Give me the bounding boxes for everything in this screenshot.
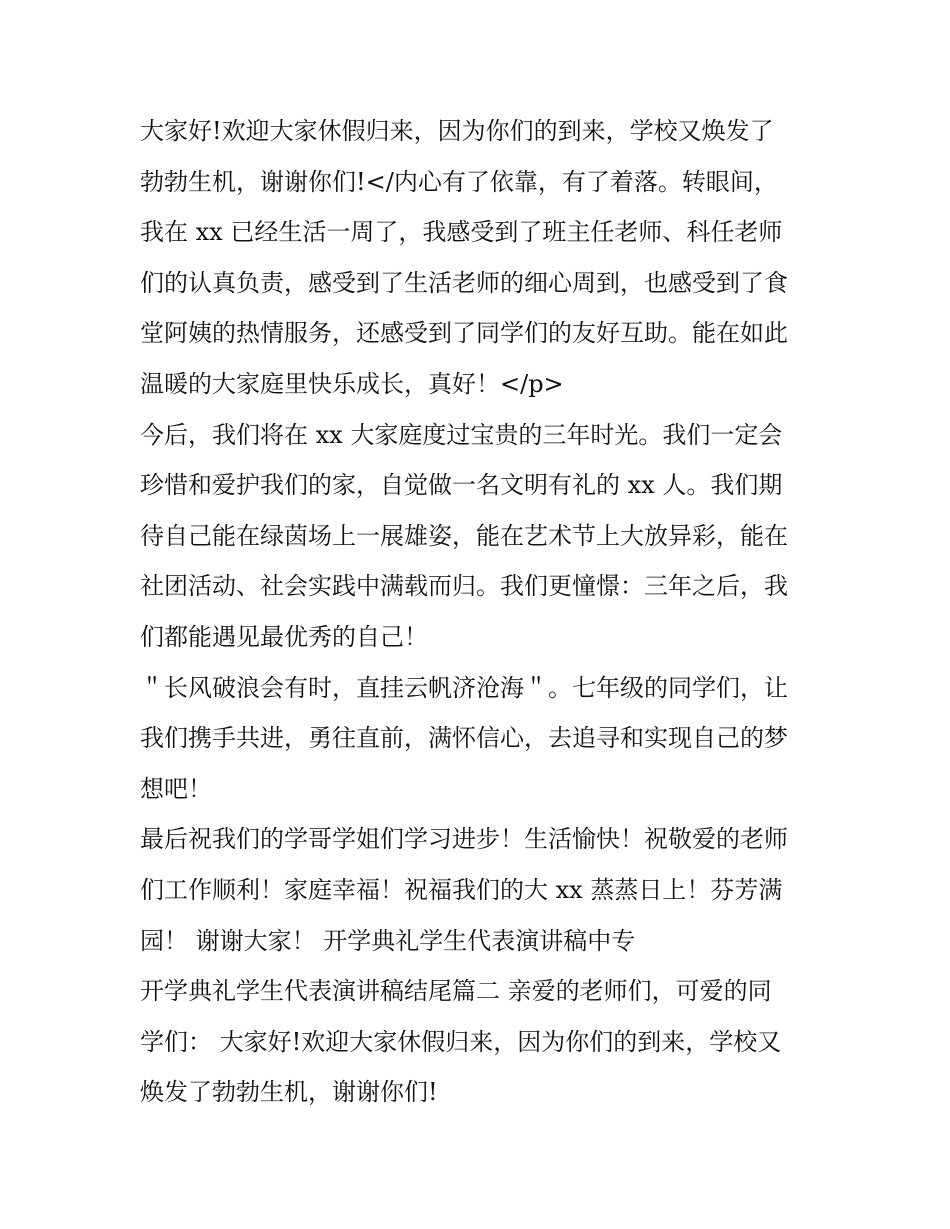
text-line: 勃勃生机，谢谢你们!</内心有了依靠，有了着落。转眼间， (140, 167, 778, 196)
text-line: 学们： 大家好!欢迎大家休假归来，因为你们的到来，学校又 (140, 1027, 782, 1056)
text-line: 想吧！ (140, 774, 212, 803)
text-line: 温暖的大家庭里快乐成长，真好！</p> (140, 369, 564, 398)
text-line: 最后祝我们的学哥学姐们学习进步！生活愉快！祝敬爱的老师 (140, 825, 788, 854)
text-line: 堂阿姨的热情服务，还感受到了同学们的友好互助。能在如此 (140, 319, 788, 348)
text-line: 待自己能在绿茵场上一展雄姿，能在艺术节上大放异彩，能在 (140, 521, 788, 550)
text-line: 们都能遇见最优秀的自己！ (140, 622, 428, 651)
text-line: 我在 xx 已经生活一周了，我感受到了班主任老师、科任老师 (140, 218, 783, 247)
text-line: 社团活动、社会实践中满载而归。我们更憧憬：三年之后，我 (140, 572, 788, 601)
text-line: 珍惜和爱护我们的家，自觉做一名文明有礼的 xx 人。我们期 (140, 471, 783, 500)
text-line: 今后，我们将在 xx 大家庭度过宝贵的三年时光。我们一定会 (140, 420, 783, 449)
text-line: 开学典礼学生代表演讲稿结尾篇二 亲爱的老师们，可爱的同 (140, 977, 772, 1006)
text-line: 们工作顺利！家庭幸福！祝福我们的大 xx 蒸蒸日上！芬芳满 (140, 875, 783, 904)
text-line: 我们携手共进，勇往直前，满怀信心，去追寻和实现自己的梦 (140, 724, 788, 753)
text-line: 大家好!欢迎大家休假归来，因为你们的到来，学校又焕发了 (140, 117, 774, 145)
text-line: 焕发了勃勃生机，谢谢你们! (140, 1078, 438, 1107)
document-body (140, 106, 820, 1118)
text-line: 园！ 谢谢大家！ 开学典礼学生代表演讲稿中专 (140, 926, 636, 955)
text-line: 们的认真负责，感受到了生活老师的细心周到，也感受到了食 (140, 268, 788, 297)
text-line: ＂长风破浪会有时，直挂云帆济沧海＂。七年级的同学们，让 (140, 673, 788, 702)
